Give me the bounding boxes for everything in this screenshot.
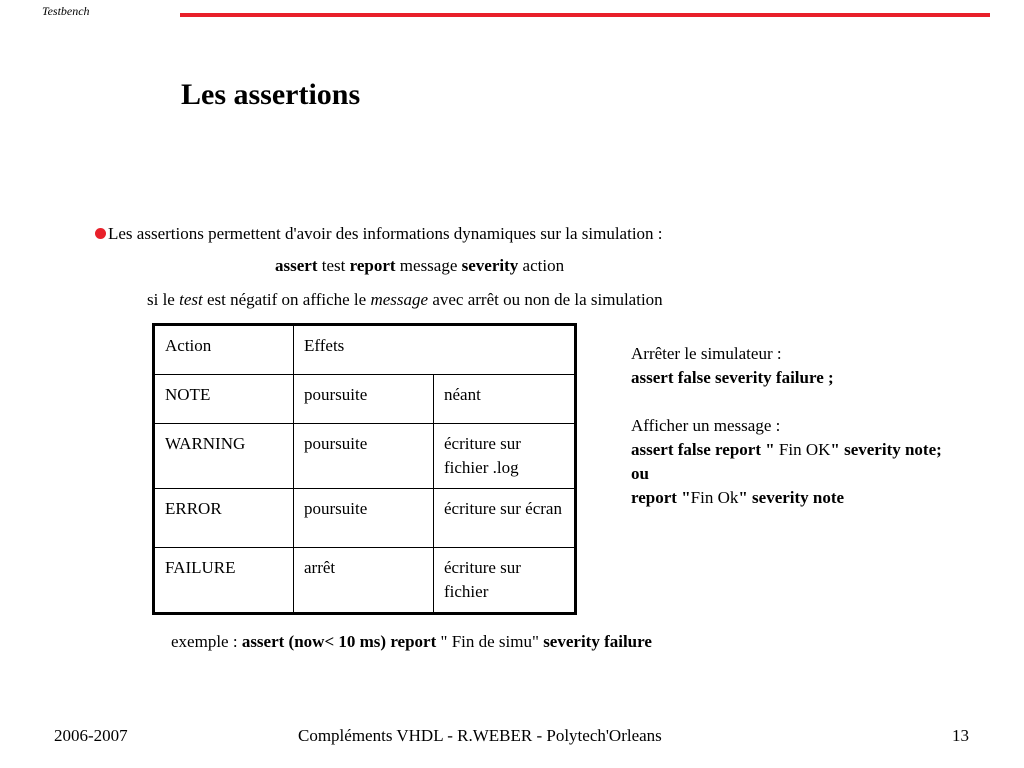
- syntax-line: [275, 256, 564, 276]
- table-cell: poursuite: [294, 375, 434, 424]
- msg-code-b: Fin OK: [774, 440, 831, 459]
- table-row: [154, 375, 576, 424]
- stop-code-text: assert false severity failure ;: [631, 368, 834, 387]
- table-cell: WARNING: [154, 424, 294, 489]
- table-cell: ERROR: [154, 489, 294, 548]
- explain-p3: avec arrêt ou non de la simulation: [428, 290, 663, 309]
- table-cell: néant: [434, 375, 576, 424]
- explain-test: test: [179, 290, 203, 309]
- kw-assert: assert: [275, 256, 318, 275]
- example-code: assert (now< 10 ms) report: [241, 632, 437, 651]
- kw-severity: severity: [461, 256, 519, 275]
- or-line: [631, 462, 942, 486]
- msg-label: Afficher un message :: [631, 416, 781, 435]
- report-code-b: Fin Ok: [690, 488, 739, 507]
- table-row: [154, 489, 576, 548]
- footer-center: Compléments VHDL - R.WEBER - Polytech'Orleans: [298, 726, 662, 745]
- table-header-cell: Action: [154, 325, 294, 375]
- example-msg: " Fin de simu": [436, 632, 544, 651]
- table-cell: poursuite: [294, 489, 434, 548]
- table-cell: écriture sur fichier: [434, 548, 576, 614]
- header-label: Testbench: [42, 4, 90, 18]
- severity-table: [152, 323, 577, 615]
- spacer: [631, 390, 942, 414]
- report-code-a: report ": [631, 488, 691, 507]
- table-row: [154, 548, 576, 614]
- header-rule: [180, 13, 990, 17]
- explain-p1: si le: [147, 290, 180, 309]
- msg-code-c: " severity note;: [830, 440, 942, 459]
- table-cell: arrêt: [294, 548, 434, 614]
- syntax-action: action: [518, 256, 565, 275]
- msg-code: [631, 438, 942, 462]
- stop-label: Arrêter le simulateur :: [631, 344, 782, 363]
- side-notes: [631, 342, 942, 510]
- or-text: ou: [631, 464, 649, 483]
- bullet-dot-icon: [95, 228, 106, 239]
- table-header-row: [154, 325, 576, 375]
- table-cell: écriture sur fichier .log: [434, 424, 576, 489]
- msg-code-a: assert false report ": [631, 440, 775, 459]
- example-line: [171, 632, 652, 652]
- explain-message: message: [370, 290, 429, 309]
- syntax-message: message: [395, 256, 462, 275]
- table-cell: NOTE: [154, 375, 294, 424]
- explain-line: [147, 290, 663, 310]
- report-code-c: " severity note: [738, 488, 845, 507]
- footer-year: 2006-2007: [54, 726, 128, 745]
- example-severity: severity failure: [543, 632, 652, 651]
- example-prefix: exemple :: [171, 632, 242, 651]
- table-row: [154, 424, 576, 489]
- table-cell: écriture sur écran: [434, 489, 576, 548]
- table-cell: FAILURE: [154, 548, 294, 614]
- kw-report: report: [349, 256, 396, 275]
- slide-title: Les assertions: [181, 78, 361, 111]
- table-header-cell: Effets: [294, 325, 576, 375]
- explain-p2: est négatif on affiche le: [202, 290, 371, 309]
- table-cell: poursuite: [294, 424, 434, 489]
- bullet-line: [95, 224, 663, 244]
- report-code: [631, 486, 942, 510]
- syntax-test: test: [317, 256, 350, 275]
- stop-code: [631, 366, 942, 390]
- footer-page-number: 13: [952, 726, 969, 745]
- bullet-text: Les assertions permettent d'avoir des informations dynamiques sur la simulation :: [108, 224, 663, 243]
